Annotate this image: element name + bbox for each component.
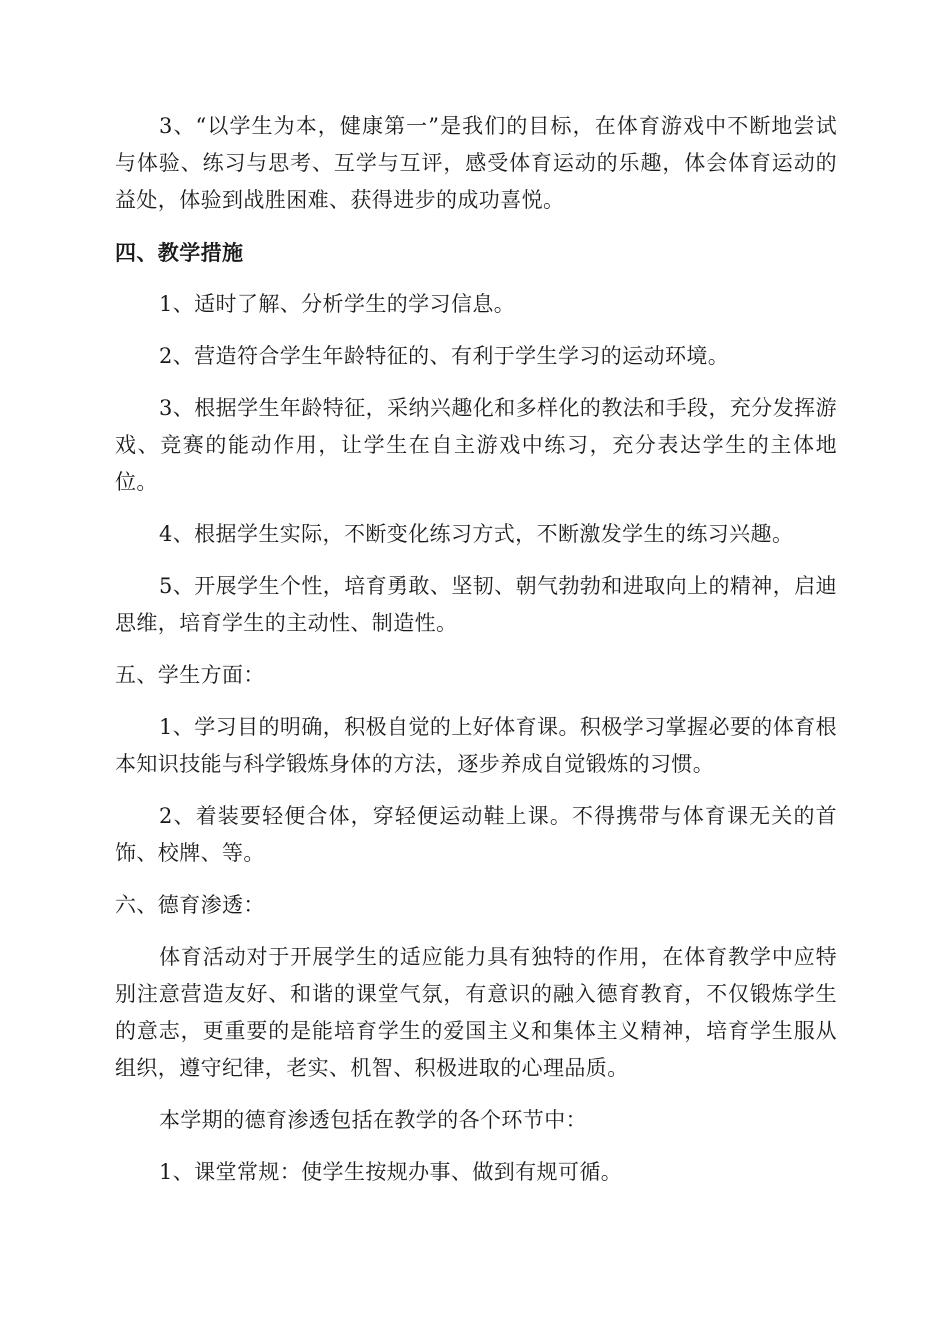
paragraph-measure-3: 3、根据学生年龄特征，采纳兴趣化和多样化的教法和手段，充分发挥游戏、竞赛的能动作用，让学生在自主游戏中练习，充分表达学生的主体地位。	[115, 396, 837, 494]
paragraph-students-1: 1、学习目的明确，积极自觉的上好体育课。积极学习掌握必要的体育根本知识技能与科学锻炼身体的方法，逐步养成自觉锻炼的习惯。	[115, 715, 837, 776]
section-heading-teaching-measures: 四、教学措施	[115, 240, 244, 265]
paragraph-measure-5: 5、开展学生个性，培育勇敢、坚韧、朝气勃勃和进取向上的精神，启迪思维，培育学生的主动性、制造性。	[115, 574, 837, 635]
paragraph-goal-3: 3、“以学生为本，健康第一”是我们的目标，在体育游戏中不断地尝试与体验、练习与思考、互学与互评，感受体育运动的乐趣，体会体育运动的益处，体验到战胜困难、获得进步的成功喜悦。	[115, 114, 837, 212]
paragraph-moral-scope: 本学期的德育渗透包括在教学的各个环节中：	[159, 1108, 587, 1132]
section-heading-moral-education: 六、德育渗透：	[115, 893, 265, 917]
document-body	[115, 108, 837, 1206]
paragraph-moral-intro: 体育活动对于开展学生的适应能力具有独特的作用，在体育教学中应特别注意营造友好、和谐的课堂气氛，有意识的融入德育教育，不仅锻炼学生的意志，更重要的是能培育学生的爱国主义和集体主义精神，培育学生服从组织，遵守纪律，老实、机智、积极进取的心理品质。	[115, 945, 837, 1080]
section-heading-students: 五、学生方面：	[115, 663, 265, 687]
paragraph-students-2: 2、着装要轻便合体，穿轻便运动鞋上课。不得携带与体育课无关的首饰、校牌、等。	[115, 804, 837, 865]
paragraph-measure-1: 1、适时了解、分析学生的学习信息。	[159, 292, 516, 316]
paragraph-moral-1: 1、课堂常规：使学生按规办事、做到有规可循。	[159, 1160, 623, 1184]
paragraph-measure-4: 4、根据学生实际，不断变化练习方式，不断激发学生的练习兴趣。	[159, 522, 794, 546]
paragraph-measure-2: 2、营造符合学生年龄特征的、有利于学生学习的运动环境。	[159, 344, 730, 368]
